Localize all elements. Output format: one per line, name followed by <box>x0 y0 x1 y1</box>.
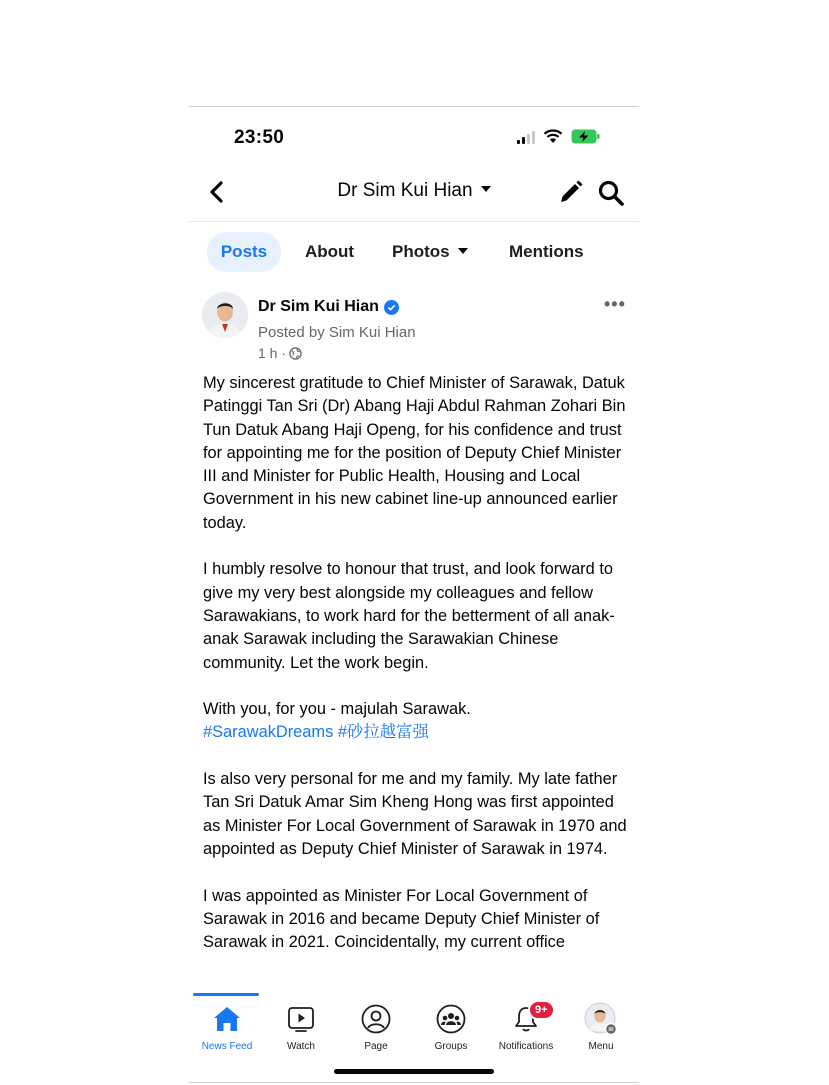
notifications-badge: 9+ <box>528 1000 555 1020</box>
status-icons <box>517 129 601 144</box>
page-icon <box>360 1003 392 1035</box>
bottom-divider <box>189 1082 639 1083</box>
nav-page-label: Page <box>364 1041 388 1052</box>
avatar-portrait-icon <box>202 292 248 338</box>
author-avatar[interactable] <box>202 292 248 338</box>
post-hashtags[interactable]: #SarawakDreams #砂拉越富强 <box>203 723 429 742</box>
post-paragraph: I humbly resolve to honour that trust, and look forward to give my very best alongside my colleagues and fellow Sarawakians, to work hard for the betterment of all anak-anak Sarawak including the Sarawakian Chinese community. Let the work begin. <box>203 560 615 672</box>
search-icon[interactable] <box>596 178 626 208</box>
home-indicator[interactable] <box>334 1069 494 1074</box>
globe-icon <box>289 347 302 360</box>
header-divider <box>189 221 639 222</box>
tab-about[interactable]: About <box>305 242 355 261</box>
status-time: 23:50 <box>234 127 285 148</box>
tab-photos[interactable] <box>392 232 468 272</box>
nav-watch[interactable] <box>263 1000 339 1052</box>
tab-posts[interactable]: Posts <box>207 232 281 272</box>
edit-icon[interactable] <box>557 178 585 206</box>
post-time: 1 h · <box>258 345 287 361</box>
active-tab-indicator <box>193 993 259 996</box>
signal-icon <box>517 130 535 144</box>
page-title: Dr Sim Kui Hian <box>337 180 473 201</box>
more-options-icon[interactable]: ••• <box>604 294 626 314</box>
wifi-icon <box>543 129 563 144</box>
menu-avatar-icon <box>584 1002 618 1036</box>
post-body <box>203 372 633 992</box>
post-paragraph: My sincerest gratitude to Chief Minister of Sarawak, Datuk Patinggi Tan Sri (Dr) Abang Haji Abdul Rahman Zohari Bin Tun Datuk Abang Haji Openg, for his confidence and trust for appointing me for the position of Deputy Chief Minister III and Minister for Public Health, Housing and Local Government in his new cabinet line-up announced earlier today. <box>203 374 626 532</box>
nav-groups-label: Groups <box>434 1041 468 1052</box>
tab-mentions[interactable]: Mentions <box>509 242 584 261</box>
nav-news-feed[interactable] <box>189 1000 265 1052</box>
post-paragraph-group <box>203 698 633 745</box>
nav-groups[interactable] <box>413 1000 489 1052</box>
post-paragraph: I was appointed as Minister For Local Government of Sarawak in 2016 and became Deputy Chief Minister of Sarawak in 2021. Coincidentally, my current office <box>203 886 600 952</box>
post-author-name: Dr Sim Kui Hian <box>258 298 379 315</box>
battery-charging-icon <box>571 129 601 144</box>
nav-watch-label: Watch <box>287 1041 315 1052</box>
verified-icon <box>384 300 399 315</box>
post-author[interactable] <box>258 298 399 316</box>
groups-icon <box>435 1003 467 1035</box>
nav-page[interactable] <box>338 1000 414 1052</box>
nav-news-feed-label: News Feed <box>201 1041 253 1052</box>
nav-menu-label: Menu <box>588 1041 614 1052</box>
caret-down-icon <box>458 248 468 254</box>
nav-notifications[interactable] <box>488 1000 564 1052</box>
post-paragraph: With you, for you - majulah Sarawak. <box>203 700 471 719</box>
caret-down-icon <box>481 186 491 192</box>
nav-notifications-label: Notifications <box>498 1041 554 1052</box>
phone-screen <box>189 0 639 1085</box>
post-timestamp[interactable] <box>258 345 302 361</box>
nav-menu[interactable] <box>563 1000 639 1052</box>
top-divider <box>189 106 639 107</box>
posted-by: Posted by Sim Kui Hian <box>258 324 416 341</box>
tab-photos-label: Photos <box>392 242 450 261</box>
home-icon <box>212 1005 242 1033</box>
post-paragraph: Is also very personal for me and my family. My late father Tan Sri Datuk Amar Sim Kheng Hong was first appointed as Minister For Local Government of Sarawak in 1970 and appointed as Deputy Chief Minister of Sarawak in 1974. <box>203 770 627 858</box>
watch-icon <box>286 1004 316 1034</box>
